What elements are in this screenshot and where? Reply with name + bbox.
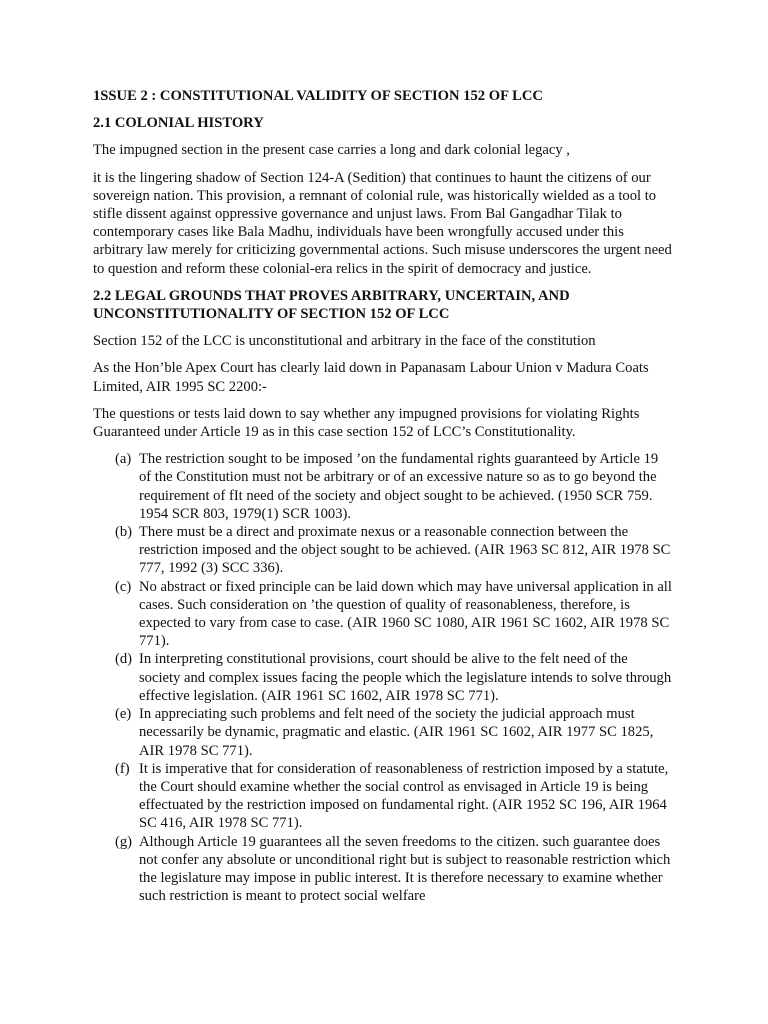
list-item-text: It is imperative that for consideration of reasonableness of restriction imposed by a statute, the Court should examine whether the social control as envisaged in Article 19 is being effectuated by the restriction imposed on fundamental right. (AIR 1952 SC 196, AIR 1964 SC 416, AIR 1978 SC 771). [139,760,669,832]
list-marker: (c) [115,578,132,595]
issue-heading: 1SSUE 2 : CONSTITUTIONAL VALIDITY OF SECTION 152 OF LCC [93,88,543,104]
list-item [93,760,672,833]
paragraph-unconstitutional: Section 152 of the LCC is unconstitutional and arbitrary in the face of the constitution [93,333,596,350]
section-heading-legal-grounds-line-1: 2.2 LEGAL GROUNDS THAT PROVES ARBITRARY, UNCERTAIN, AND [93,287,570,304]
list-item-text: No abstract or fixed principle can be laid down which may have universal application in all cases. Such consideration on ’the question of quality of reasonableness, therefore, is expected to vary from case to case. (AIR 1960 SC 1080, AIR 1961 SC 1602, AIR 1978 SC 771). [139,578,672,650]
list-item [93,450,672,523]
list-item-text: In interpreting constitutional provisions, court should be alive to the felt need of the society and complex issues facing the people which the legislature intends to solve through effective legislation. (AIR 1961 SC 1602, AIR 1978 SC 771). [139,651,672,704]
section-heading-legal-grounds-line-2: UNCONSTITUTIONALITY OF SECTION 152 OF LCC [93,306,450,323]
list-item [93,578,672,651]
list-item [93,650,672,705]
list-item-text: There must be a direct and proximate nexus or a reasonable connection between the restriction imposed and the object sought to be achieved. (AIR 1963 SC 812, AIR 1978 SC 777, 1992 (3) SCC 336). [139,524,671,577]
list-item-text: The restriction sought to be imposed ’on the fundamental rights guaranteed by Article 19 of the Constitution must not be arbitrary or of an excessive nature so as to go beyond the requirement of fIt need of the society and object sought to be achieved. (1950 SCR 759. 1954 SCR 803, 1979(1) SCR 1003). [139,451,659,522]
list-item [93,833,672,906]
paragraph-tests-intro: The questions or tests laid down to say whether any impugned provisions for violating Rights Guaranteed under Article 19 as in this case section 152 of LCC’s Constitutionality. [93,405,640,441]
section-heading-colonial-history: 2.1 COLONIAL HISTORY [93,115,264,132]
list-marker: (e) [115,706,132,723]
list-item [93,523,672,578]
list-marker: (f) [115,760,130,777]
list-marker: (b) [115,524,133,541]
list-item-text: Although Article 19 guarantees all the seven freedoms to the citizen. such guarantee does not confer any absolute or unconditional right but is subject to reasonable restriction which the legislature may impose in public interest. It is therefore necessary to examine whether such restriction is meant to protect social welfare [139,833,671,905]
list-item-text: In appreciating such problems and felt need of the society the judicial approach must necessarily be dynamic, pragmatic and elastic. (AIR 1961 SC 1602, AIR 1977 SC 1825, AIR 1978 SC 771). [139,706,654,759]
list-marker: (d) [115,651,133,668]
list-item [93,705,672,760]
list-marker: (a) [115,451,132,468]
paragraph-apex-court: As the Hon’ble Apex Court has clearly laid down in Papanasam Labour Union v Madura Coats Limited, AIR 1995 SC 2200:- [93,360,649,395]
list-marker: (g) [115,833,133,850]
tests-list [93,450,672,905]
paragraph-colonial-legacy: The impugned section in the present case carries a long and dark colonial legacy , [93,142,570,159]
paragraph-sedition-shadow: it is the lingering shadow of Section 124-A (Sedition) that continues to haunt the citizens of our sovereign nation. This provision, a remnant of colonial rule, was historically wielded as a tool to stifle dissent against oppressive governance and unjust laws. From Bal Gangadhar Tilak to contemporary cases like Bala Madhu, individuals have been wrongfully accused under this arbitrary law merely for criticizing governmental actions. Such misuse underscores the urgent need to question and reform these colonial-era relics in the spirit of democracy and justice. [93,169,672,277]
section-heading-legal-grounds [93,287,672,323]
